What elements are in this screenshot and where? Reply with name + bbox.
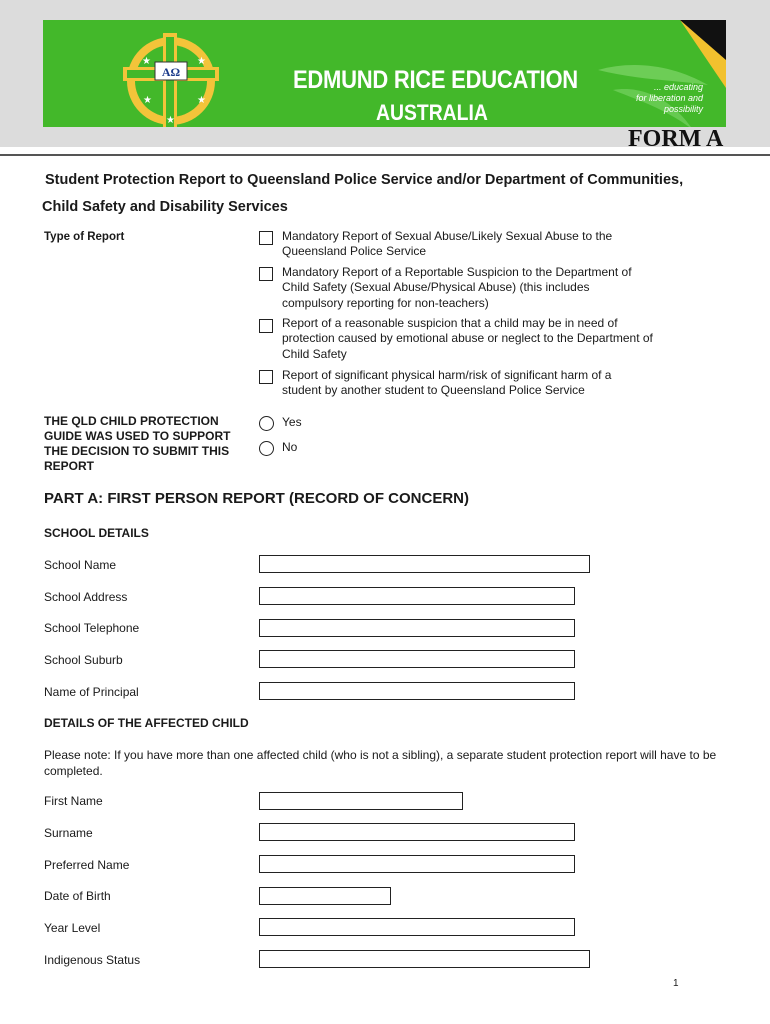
- guide-question-label: THE QLD CHILD PROTECTION GUIDE WAS USED TO SUPPORT THE DECISION TO SUBMIT THIS REPORT: [44, 414, 231, 473]
- date-of-birth-field[interactable]: [259, 887, 391, 905]
- page-title: [42, 167, 742, 221]
- year-level-label: Year Level: [44, 921, 101, 935]
- school-suburb-field[interactable]: [259, 650, 575, 668]
- principal-name-label: Name of Principal: [44, 685, 139, 699]
- guide-no-radio[interactable]: [259, 441, 274, 456]
- report-type-checkbox-4[interactable]: [259, 370, 273, 384]
- date-of-birth-label: Date of Birth: [44, 889, 111, 903]
- report-type-checkbox-1[interactable]: [259, 231, 273, 245]
- page-title-line1: Student Protection Report to Queensland Police Service and/or Department of Communities,: [45, 172, 684, 188]
- school-telephone-label: School Telephone: [44, 621, 140, 635]
- preferred-name-label: Preferred Name: [44, 858, 130, 872]
- form-label: FORM A: [628, 126, 724, 152]
- report-type-option-2: Mandatory Report of a Reportable Suspicion to the Department of Child Safety (Sexual Abuse/Physical Abuse) (this includes compulsory reporting for non-teachers): [282, 265, 632, 310]
- guide-yes-radio[interactable]: [259, 416, 274, 431]
- report-type-option-4: Report of significant physical harm/risk of significant harm of a student by another student to Queensland Police Service: [282, 368, 612, 398]
- page-title-line2: Child Safety and Disability Services: [42, 199, 288, 215]
- first-name-label: First Name: [44, 794, 103, 808]
- crest-logo: [105, 29, 235, 127]
- svg-text:★: ★: [197, 95, 206, 106]
- svg-text:★: ★: [166, 115, 175, 126]
- guide-no-label: No: [282, 440, 298, 454]
- school-name-label: School Name: [44, 558, 117, 572]
- school-details-heading: SCHOOL DETAILS: [44, 526, 149, 540]
- header-banner: [43, 20, 726, 127]
- report-type-checkbox-3[interactable]: [259, 319, 273, 333]
- affected-child-note: Please note: If you have more than one affected child (who is not a sibling), a separate student protection report will have to be completed.: [44, 748, 717, 778]
- tagline-line2: for liberation and possibility: [635, 93, 703, 114]
- school-address-field[interactable]: [259, 587, 575, 605]
- report-type-option-3: Report of a reasonable suspicion that a child may be in need of protection caused by emotional abuse or neglect to the Department of Child Safety: [282, 316, 653, 361]
- brand-title: EDMUND RICE EDUCATION: [293, 66, 578, 94]
- indigenous-status-label: Indigenous Status: [44, 953, 141, 967]
- principal-name-field[interactable]: [259, 682, 575, 700]
- indigenous-status-field[interactable]: [259, 950, 590, 968]
- school-address-label: School Address: [44, 590, 128, 604]
- part-a-heading: PART A: FIRST PERSON REPORT (RECORD OF CONCERN): [44, 490, 470, 507]
- school-name-field[interactable]: [259, 555, 590, 573]
- type-of-report-label: Type of Report: [44, 231, 125, 243]
- preferred-name-field[interactable]: [259, 855, 575, 873]
- crest-text: AΩ: [161, 65, 181, 79]
- header-divider: [0, 154, 770, 156]
- school-telephone-field[interactable]: [259, 619, 575, 637]
- affected-child-heading: DETAILS OF THE AFFECTED CHILD: [44, 716, 249, 730]
- guide-yes-label: Yes: [282, 415, 302, 429]
- first-name-field[interactable]: [259, 792, 463, 810]
- brand-subtitle: AUSTRALIA: [376, 100, 488, 125]
- surname-field[interactable]: [259, 823, 575, 841]
- school-suburb-label: School Suburb: [44, 653, 123, 667]
- svg-text:★: ★: [197, 56, 206, 67]
- svg-text:★: ★: [142, 56, 151, 67]
- report-type-option-1: Mandatory Report of Sexual Abuse/Likely Sexual Abuse to the Queensland Police Service: [282, 229, 613, 259]
- surname-label: Surname: [44, 826, 93, 840]
- tagline-line1: ... educating: [653, 82, 703, 92]
- report-type-checkbox-2[interactable]: [259, 267, 273, 281]
- tagline: [605, 82, 703, 115]
- year-level-field[interactable]: [259, 918, 575, 936]
- svg-text:★: ★: [143, 95, 152, 106]
- page-number: 1: [673, 978, 679, 989]
